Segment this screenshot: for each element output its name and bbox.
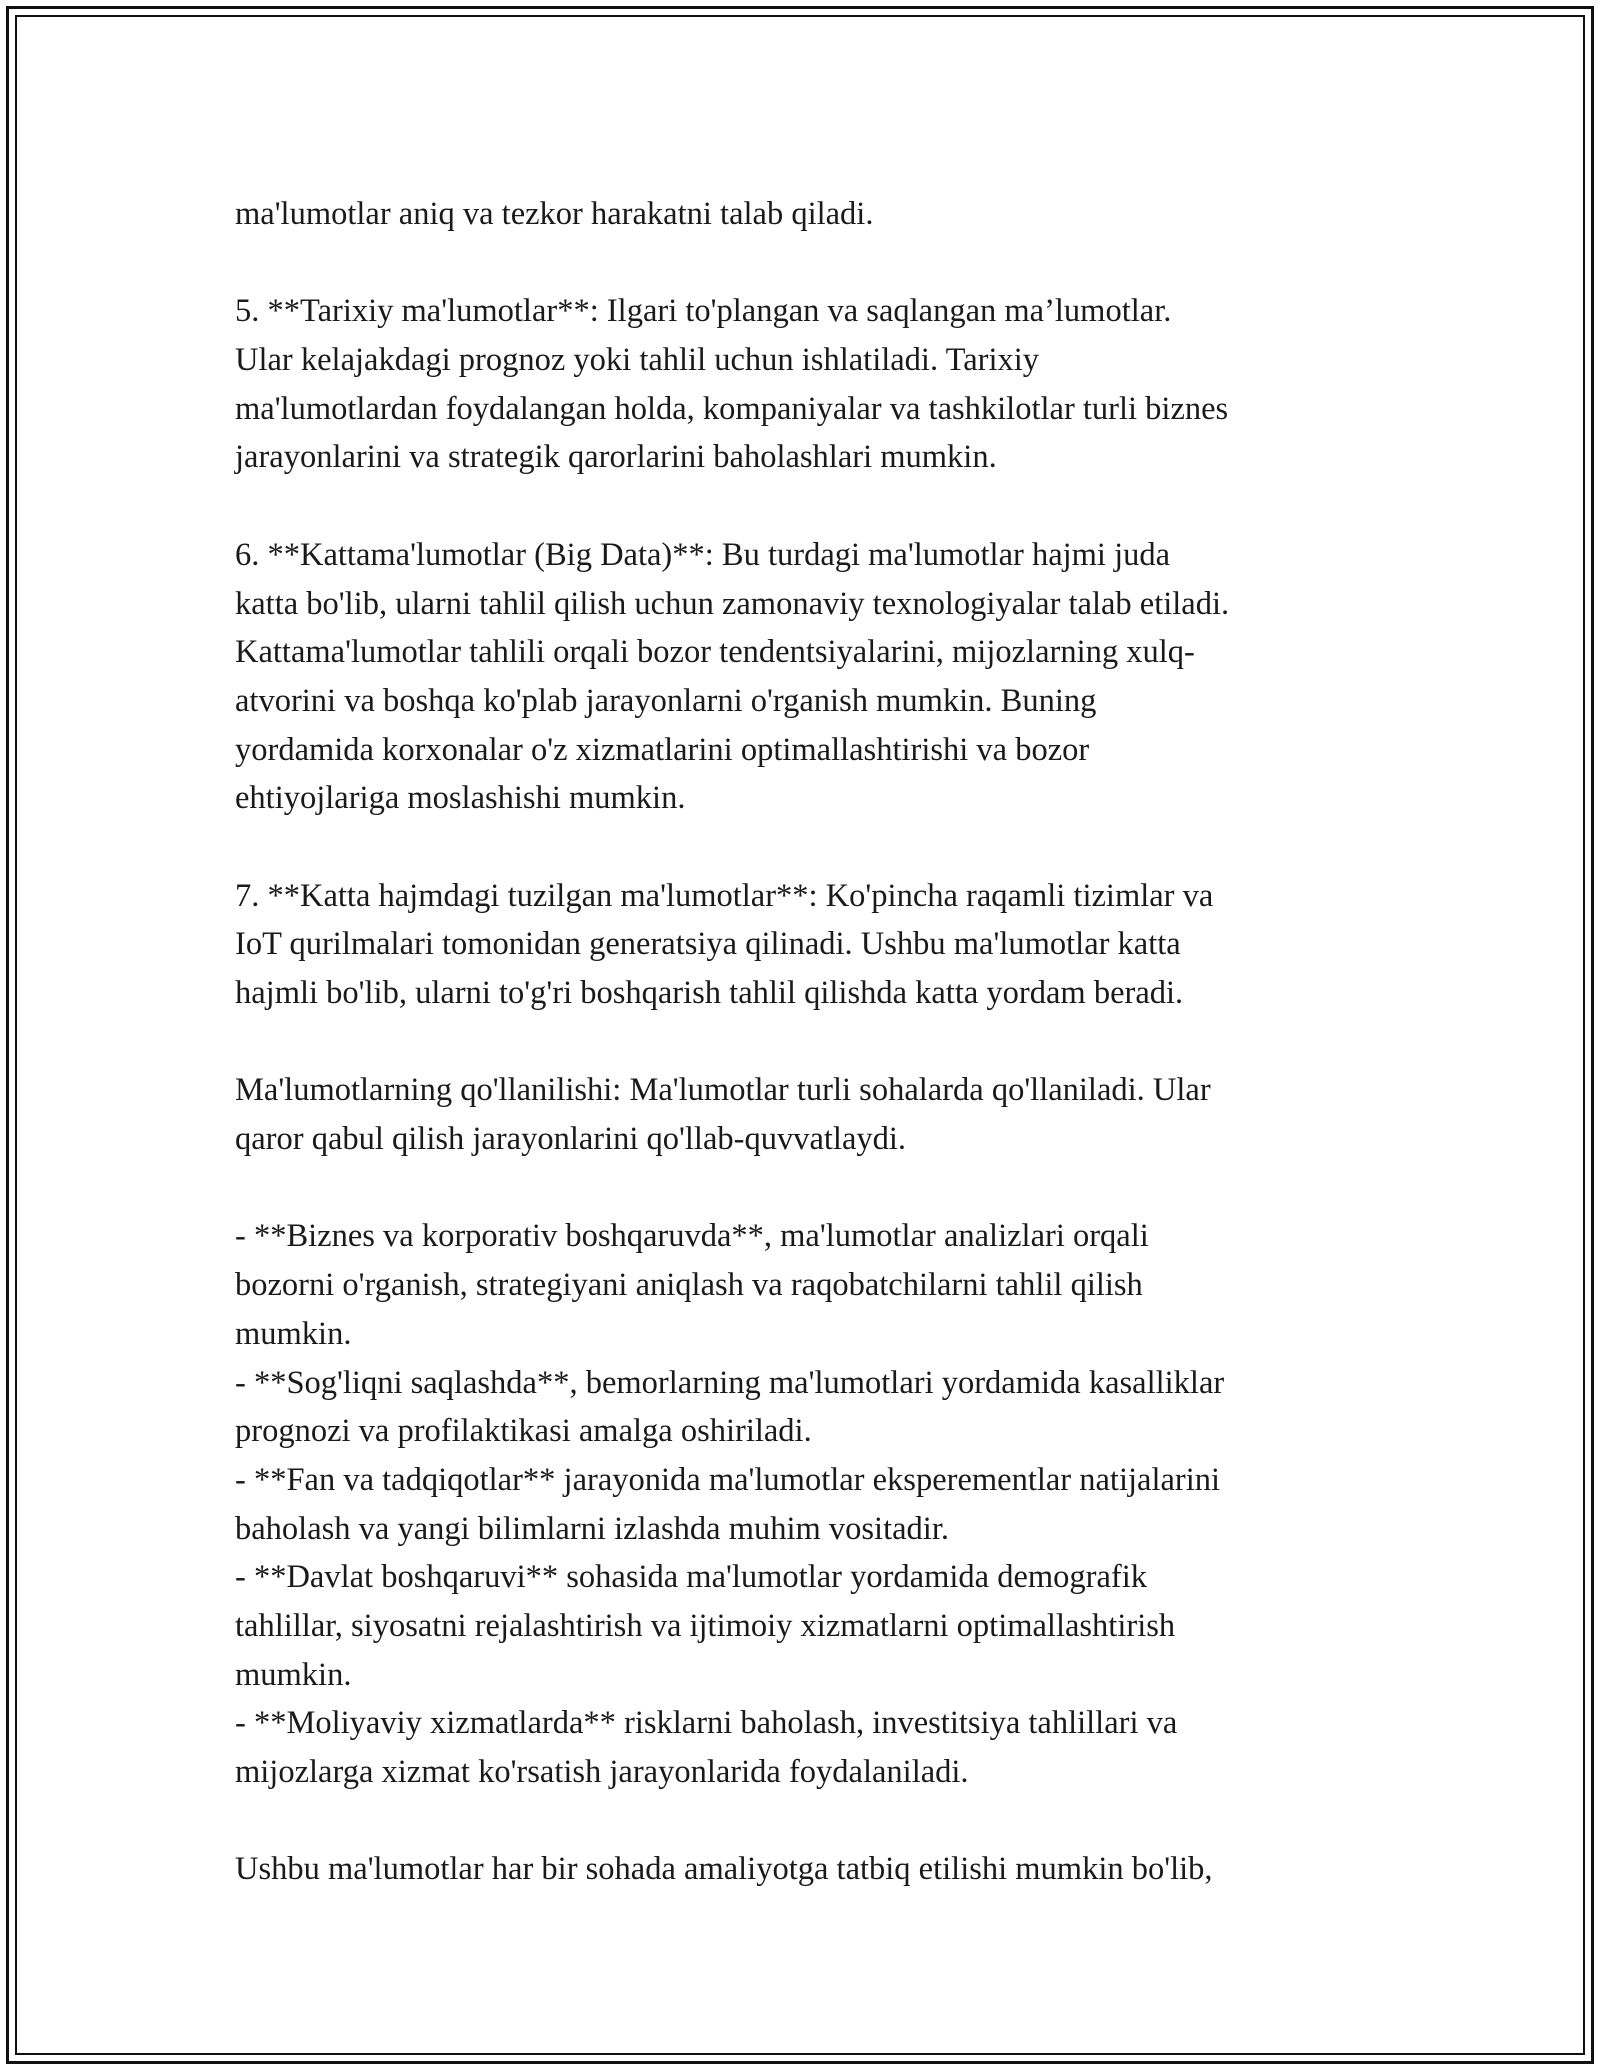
text-line: mumkin. [235, 1315, 352, 1352]
text-line: 6. **Kattama'lumotlar (Big Data)**: Bu turdagi ma'lumotlar hajmi juda [235, 536, 1171, 573]
text-line: Ushbu ma'lumotlar har bir sohada amaliyotga tatbiq etilishi mumkin bo'lib, [235, 1851, 1213, 1888]
text-line: Ular kelajakdagi prognoz yoki tahlil uchun ishlatiladi. Tarixiy [235, 342, 1040, 379]
text-line: yordamida korxonalar o'z xizmatlarini optimallashtirishi va bozor [235, 731, 1090, 768]
paragraph-gap [235, 1164, 1385, 1213]
text-line: jarayonlarini va strategik qarorlarini baholashlari mumkin. [235, 439, 997, 476]
text-line: Kattama'lumotlar tahlili orqali bozor tendentsiyalarini, mijozlarning xulq- [235, 634, 1195, 671]
text-line: qaror qabul qilish jarayonlarini qo'llab-quvvatlaydi. [235, 1121, 907, 1158]
text-line: 7. **Katta hajmdagi tuzilgan ma'lumotlar**: Ko'pincha raqamli tizimlar va [235, 877, 1214, 914]
text-line: ma'lumotlar aniq va tezkor harakatni talab qiladi. [235, 196, 874, 232]
text-line: hajmli bo'lib, ularni to'g'ri boshqarish tahlil qilishda katta yordam beradi. [235, 975, 1184, 1011]
document-body [235, 190, 1385, 1894]
paragraph-gap [235, 823, 1385, 872]
text-line: mijozlarga xizmat ko'rsatish jarayonlarida foydalaniladi. [235, 1754, 969, 1790]
text-line: - **Sog'liqni saqlashda**, bemorlarning ma'lumotlari yordamida kasalliklar [235, 1364, 1225, 1401]
text-line: ma'lumotlardan foydalangan holda, kompaniyalar va tashkilotlar turli biznes [235, 390, 1229, 427]
text-line: ehtiyojlariga moslashishi mumkin. [235, 780, 686, 817]
text-line: atvorini va boshqa ko'plab jarayonlarni o'rganish mumkin. Buning [235, 682, 1097, 719]
text-line: mumkin. [235, 1656, 352, 1693]
text-line: - **Davlat boshqaruvi** sohasida ma'lumotlar yordamida demografik [235, 1559, 1148, 1596]
text-line: tahlillar, siyosatni rejalashtirish va ijtimoiy xizmatlarni optimallashtirish [235, 1607, 1176, 1644]
paragraph-gap [235, 1797, 1385, 1846]
text-line: - **Fan va tadqiqotlar** jarayonida ma'lumotlar eksperementlar natijalarini [235, 1461, 1221, 1498]
text-line: baholash va yangi bilimlarni izlashda muhim vositadir. [235, 1510, 949, 1547]
text-line: 5. **Tarixiy ma'lumotlar**: Ilgari to'plangan va saqlangan ma’lumotlar. [235, 293, 1172, 330]
text-line: bozorni o'rganish, strategiyani aniqlash va raqobatchilarni tahlil qilish [235, 1267, 1143, 1304]
paragraph-gap [235, 482, 1385, 531]
text-line: - **Biznes va korporativ boshqaruvda**, ma'lumotlar analizlari orqali [235, 1218, 1149, 1255]
text-line: Ma'lumotlarning qo'llanilishi: Ma'lumotlar turli sohalarda qo'llaniladi. Ular [235, 1072, 1211, 1109]
paragraph-gap [235, 239, 1385, 288]
text-line: prognozi va profilaktikasi amalga oshiriladi. [235, 1413, 812, 1450]
text-line: - **Moliyaviy xizmatlarda** risklarni baholash, investitsiya tahlillari va [235, 1705, 1178, 1742]
text-line: IoT qurilmalari tomonidan generatsiya qilinadi. Ushbu ma'lumotlar katta [235, 926, 1181, 963]
paragraph-gap [235, 1018, 1385, 1067]
text-line: katta bo'lib, ularni tahlil qilish uchun zamonaviy texnologiyalar talab etiladi. [235, 585, 1230, 622]
